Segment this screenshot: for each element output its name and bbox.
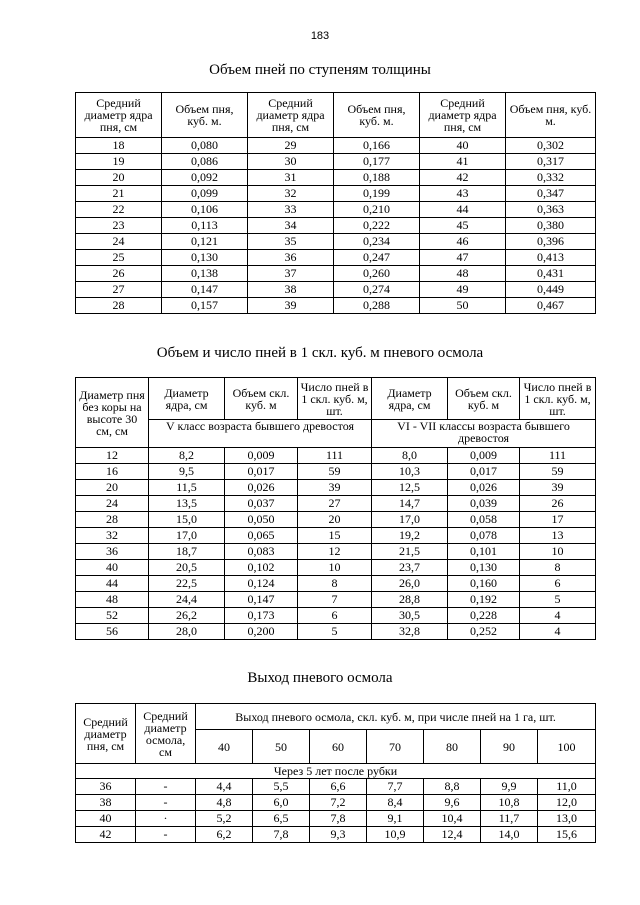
table-cell: 6,6 bbox=[310, 779, 367, 795]
table-cell: 25 bbox=[76, 250, 162, 266]
table2-row bbox=[76, 464, 596, 480]
table-cell: 10,8 bbox=[481, 795, 538, 811]
table-cell: 8,2 bbox=[149, 448, 225, 464]
table-cell: 7,8 bbox=[310, 811, 367, 827]
table-cell: 7,2 bbox=[310, 795, 367, 811]
table-cell: 48 bbox=[76, 592, 149, 608]
table-cell: 43 bbox=[420, 186, 506, 202]
table-cell: 8 bbox=[298, 576, 372, 592]
table3-row bbox=[76, 779, 596, 795]
table-cell: 0,173 bbox=[225, 608, 298, 624]
table-cell: 10,9 bbox=[367, 827, 424, 843]
table2-header-row bbox=[76, 378, 596, 420]
table3-row bbox=[76, 827, 596, 843]
table-cell: 0,017 bbox=[225, 464, 298, 480]
table-cell: 0,017 bbox=[448, 464, 520, 480]
table3-subheader-row bbox=[76, 764, 596, 779]
table-cell: 15 bbox=[298, 528, 372, 544]
table-cell: 6 bbox=[520, 576, 596, 592]
table-cell: 56 bbox=[76, 624, 149, 640]
table-cell: 7,7 bbox=[367, 779, 424, 795]
table1-body bbox=[76, 138, 596, 314]
table-cell: 48 bbox=[420, 266, 506, 282]
table-cell: 0,130 bbox=[162, 250, 248, 266]
table-cell: 15,6 bbox=[538, 827, 596, 843]
table-cell: 10 bbox=[298, 560, 372, 576]
table1-header-row bbox=[76, 93, 596, 138]
table2-header: Объем скл. куб. м bbox=[448, 378, 520, 420]
table-cell: 14,7 bbox=[372, 496, 448, 512]
table2-header: Диаметр ядра, см bbox=[149, 378, 225, 420]
table-cell: 20,5 bbox=[149, 560, 225, 576]
table-cell: 10,4 bbox=[424, 811, 481, 827]
table-cell: 0,058 bbox=[448, 512, 520, 528]
table3-header-resin-diameter: Средний диаметр осмола, см bbox=[136, 704, 196, 764]
table-cell: - bbox=[136, 779, 196, 795]
table-cell: 42 bbox=[76, 827, 136, 843]
table3-stump-count: 50 bbox=[253, 730, 310, 764]
table-cell: 38 bbox=[248, 282, 334, 298]
table1-header: Объем пня, куб. м. bbox=[334, 93, 420, 138]
table-cell: 23,7 bbox=[372, 560, 448, 576]
table-cell: 26,2 bbox=[149, 608, 225, 624]
table2-row bbox=[76, 480, 596, 496]
table-cell: 0,260 bbox=[334, 266, 420, 282]
table2-row bbox=[76, 496, 596, 512]
table-cell: 36 bbox=[76, 544, 149, 560]
table1-row bbox=[76, 218, 596, 234]
table1-header: Средний диаметр ядра пня, см bbox=[76, 93, 162, 138]
table-cell: 0,288 bbox=[334, 298, 420, 314]
table3-stump-count: 100 bbox=[538, 730, 596, 764]
table-cell: 31 bbox=[248, 170, 334, 186]
table-cell: 11,0 bbox=[538, 779, 596, 795]
table-cell: · bbox=[136, 811, 196, 827]
table3-header-row bbox=[76, 704, 596, 730]
table-cell: 13,0 bbox=[538, 811, 596, 827]
table1-row bbox=[76, 202, 596, 218]
table-cell: 21 bbox=[76, 186, 162, 202]
table-cell: 0,138 bbox=[162, 266, 248, 282]
table2-header: Диаметр ядра, см bbox=[372, 378, 448, 420]
table3-stump-count: 60 bbox=[310, 730, 367, 764]
table-cell: 50 bbox=[420, 298, 506, 314]
table2-group-left: V класс возраста бывшего древостоя bbox=[149, 420, 372, 448]
table2-header: Число пней в 1 скл. куб. м, шт. bbox=[298, 378, 372, 420]
table-cell: 0,166 bbox=[334, 138, 420, 154]
table-cell: 59 bbox=[520, 464, 596, 480]
table1-title: Объем пней по ступеням толщины bbox=[209, 62, 431, 78]
table-cell: 41 bbox=[420, 154, 506, 170]
table-cell: 22,5 bbox=[149, 576, 225, 592]
table-cell: 12,4 bbox=[424, 827, 481, 843]
table-cell: 0,037 bbox=[225, 496, 298, 512]
table-cell: 0,157 bbox=[162, 298, 248, 314]
resin-yield-table bbox=[75, 703, 596, 843]
table2-row bbox=[76, 608, 596, 624]
table3-header-group: Выход пневого осмола, скл. куб. м, при числе пней на 1 га, шт. bbox=[196, 704, 596, 730]
table-cell: 44 bbox=[420, 202, 506, 218]
table-cell: 0,101 bbox=[448, 544, 520, 560]
table-cell: 30,5 bbox=[372, 608, 448, 624]
table-cell: 8,0 bbox=[372, 448, 448, 464]
table-cell: 26,0 bbox=[372, 576, 448, 592]
stump-count-table bbox=[75, 377, 596, 640]
table3-title: Выход пневого осмола bbox=[247, 670, 393, 686]
table-cell: 0,124 bbox=[225, 576, 298, 592]
table-cell: 47 bbox=[420, 250, 506, 266]
table-cell: 36 bbox=[248, 250, 334, 266]
table1-row bbox=[76, 170, 596, 186]
table-cell: 0,302 bbox=[506, 138, 596, 154]
table3-row bbox=[76, 811, 596, 827]
table-cell: 0,083 bbox=[225, 544, 298, 560]
table2-row bbox=[76, 624, 596, 640]
table-cell: 0,317 bbox=[506, 154, 596, 170]
table-cell: 13 bbox=[520, 528, 596, 544]
table-cell: 8,4 bbox=[367, 795, 424, 811]
table1-row bbox=[76, 282, 596, 298]
table-cell: 0,009 bbox=[448, 448, 520, 464]
table-cell: 0,363 bbox=[506, 202, 596, 218]
table2-row bbox=[76, 576, 596, 592]
table-cell: 0,099 bbox=[162, 186, 248, 202]
table-cell: 10 bbox=[520, 544, 596, 560]
table-cell: 0,121 bbox=[162, 234, 248, 250]
table2-row bbox=[76, 512, 596, 528]
table-cell: 21,5 bbox=[372, 544, 448, 560]
table3-subheader: Через 5 лет после рубки bbox=[76, 764, 596, 779]
table-cell: 5,5 bbox=[253, 779, 310, 795]
table-cell: 0,252 bbox=[448, 624, 520, 640]
table3-stump-count: 90 bbox=[481, 730, 538, 764]
table-cell: 24 bbox=[76, 234, 162, 250]
table-cell: 44 bbox=[76, 576, 149, 592]
table-cell: 26 bbox=[76, 266, 162, 282]
table-cell: 0,234 bbox=[334, 234, 420, 250]
table-cell: 36 bbox=[76, 779, 136, 795]
table2-header: Объем скл. куб. м bbox=[225, 378, 298, 420]
table-cell: 111 bbox=[520, 448, 596, 464]
table-cell: 20 bbox=[76, 480, 149, 496]
table-cell: 0,130 bbox=[448, 560, 520, 576]
table-cell: 22 bbox=[76, 202, 162, 218]
table-cell: 0,147 bbox=[225, 592, 298, 608]
table-cell: - bbox=[136, 795, 196, 811]
table-cell: 5 bbox=[520, 592, 596, 608]
table2-group-right: VI - VII классы возраста бывшего древостоя bbox=[372, 420, 596, 448]
table-cell: 4 bbox=[520, 608, 596, 624]
table1-row bbox=[76, 186, 596, 202]
table1-row bbox=[76, 266, 596, 282]
table-cell: 27 bbox=[76, 282, 162, 298]
table1-header: Средний диаметр ядра пня, см bbox=[248, 93, 334, 138]
table-cell: 0,467 bbox=[506, 298, 596, 314]
table-cell: 0,332 bbox=[506, 170, 596, 186]
table-cell: 0,080 bbox=[162, 138, 248, 154]
table-cell: 0,078 bbox=[448, 528, 520, 544]
table1-row bbox=[76, 298, 596, 314]
table-cell: 40 bbox=[420, 138, 506, 154]
table-cell: 39 bbox=[520, 480, 596, 496]
table1-row bbox=[76, 250, 596, 266]
table2-header-diameter: Диаметр пня без коры на высоте 30 см, см bbox=[76, 378, 149, 448]
table3-header-stump-diameter: Средний диаметр пня, см bbox=[76, 704, 136, 764]
table-cell: 9,9 bbox=[481, 779, 538, 795]
table-cell: 52 bbox=[76, 608, 149, 624]
table3-stump-count: 70 bbox=[367, 730, 424, 764]
table-cell: 0,050 bbox=[225, 512, 298, 528]
table-cell: 9,3 bbox=[310, 827, 367, 843]
table-cell: 59 bbox=[298, 464, 372, 480]
table-cell: 28 bbox=[76, 512, 149, 528]
table-cell: 12 bbox=[76, 448, 149, 464]
table3-row bbox=[76, 795, 596, 811]
table-cell: 4,4 bbox=[196, 779, 253, 795]
table-cell: 0,106 bbox=[162, 202, 248, 218]
table-cell: 37 bbox=[248, 266, 334, 282]
table1-header: Объем пня, куб. м. bbox=[506, 93, 596, 138]
table-cell: 6 bbox=[298, 608, 372, 624]
table-cell: 18,7 bbox=[149, 544, 225, 560]
table-cell: 29 bbox=[248, 138, 334, 154]
table-cell: 18 bbox=[76, 138, 162, 154]
table2-row bbox=[76, 528, 596, 544]
table-cell: 40 bbox=[76, 811, 136, 827]
table-cell: 30 bbox=[248, 154, 334, 170]
table-cell: 12,0 bbox=[538, 795, 596, 811]
table-cell: 20 bbox=[76, 170, 162, 186]
table3-stump-count: 80 bbox=[424, 730, 481, 764]
table-cell: 32 bbox=[248, 186, 334, 202]
table-cell: 24,4 bbox=[149, 592, 225, 608]
table-cell: 0,222 bbox=[334, 218, 420, 234]
table-cell: - bbox=[136, 827, 196, 843]
table-cell: 0,247 bbox=[334, 250, 420, 266]
stump-volume-table bbox=[75, 92, 596, 314]
table-cell: 28 bbox=[76, 298, 162, 314]
table-cell: 9,6 bbox=[424, 795, 481, 811]
table-cell: 0,449 bbox=[506, 282, 596, 298]
table-cell: 0,200 bbox=[225, 624, 298, 640]
table-cell: 11,5 bbox=[149, 480, 225, 496]
table-cell: 9,1 bbox=[367, 811, 424, 827]
table-cell: 12,5 bbox=[372, 480, 448, 496]
table-cell: 34 bbox=[248, 218, 334, 234]
table-cell: 0,274 bbox=[334, 282, 420, 298]
table-cell: 8 bbox=[520, 560, 596, 576]
table1-row bbox=[76, 234, 596, 250]
table-cell: 7,8 bbox=[253, 827, 310, 843]
table-cell: 28,0 bbox=[149, 624, 225, 640]
table-cell: 8,8 bbox=[424, 779, 481, 795]
table-cell: 19 bbox=[76, 154, 162, 170]
table-cell: 6,0 bbox=[253, 795, 310, 811]
table2-group-row bbox=[76, 420, 596, 448]
table-cell: 0,026 bbox=[448, 480, 520, 496]
table2-title: Объем и число пней в 1 скл. куб. м пневого осмола bbox=[156, 345, 484, 361]
table1-row bbox=[76, 154, 596, 170]
table-cell: 7 bbox=[298, 592, 372, 608]
table-cell: 0,347 bbox=[506, 186, 596, 202]
table2-row bbox=[76, 592, 596, 608]
table-cell: 35 bbox=[248, 234, 334, 250]
table-cell: 32,8 bbox=[372, 624, 448, 640]
table-cell: 49 bbox=[420, 282, 506, 298]
table-cell: 17 bbox=[520, 512, 596, 528]
table-cell: 0,086 bbox=[162, 154, 248, 170]
table2-row bbox=[76, 448, 596, 464]
table-cell: 45 bbox=[420, 218, 506, 234]
table-cell: 0,380 bbox=[506, 218, 596, 234]
table3-body bbox=[76, 764, 596, 843]
table-cell: 0,192 bbox=[448, 592, 520, 608]
table-cell: 24 bbox=[76, 496, 149, 512]
table-cell: 16 bbox=[76, 464, 149, 480]
table-cell: 5 bbox=[298, 624, 372, 640]
table-cell: 0,092 bbox=[162, 170, 248, 186]
table2-body bbox=[76, 448, 596, 640]
table-cell: 0,199 bbox=[334, 186, 420, 202]
table-cell: 11,7 bbox=[481, 811, 538, 827]
table1-row bbox=[76, 138, 596, 154]
table-cell: 111 bbox=[298, 448, 372, 464]
table2-row bbox=[76, 560, 596, 576]
page-number: 183 bbox=[310, 30, 330, 42]
table-cell: 14,0 bbox=[481, 827, 538, 843]
table-cell: 0,396 bbox=[506, 234, 596, 250]
table-cell: 40 bbox=[76, 560, 149, 576]
table-cell: 6,2 bbox=[196, 827, 253, 843]
table-cell: 0,147 bbox=[162, 282, 248, 298]
table2-header: Число пней в 1 скл. куб. м, шт. bbox=[520, 378, 596, 420]
table-cell: 23 bbox=[76, 218, 162, 234]
table-cell: 19,2 bbox=[372, 528, 448, 544]
table-cell: 0,102 bbox=[225, 560, 298, 576]
table-cell: 4,8 bbox=[196, 795, 253, 811]
table-cell: 26 bbox=[520, 496, 596, 512]
table-cell: 6,5 bbox=[253, 811, 310, 827]
table-cell: 0,177 bbox=[334, 154, 420, 170]
table1-header: Средний диаметр ядра пня, см bbox=[420, 93, 506, 138]
table2-row bbox=[76, 544, 596, 560]
table3-stump-count: 40 bbox=[196, 730, 253, 764]
table-cell: 4 bbox=[520, 624, 596, 640]
table-cell: 10,3 bbox=[372, 464, 448, 480]
table1-header: Объем пня, куб. м. bbox=[162, 93, 248, 138]
table-cell: 0,413 bbox=[506, 250, 596, 266]
table-cell: 9,5 bbox=[149, 464, 225, 480]
table-cell: 0,039 bbox=[448, 496, 520, 512]
table-cell: 27 bbox=[298, 496, 372, 512]
table-cell: 0,431 bbox=[506, 266, 596, 282]
table-cell: 0,026 bbox=[225, 480, 298, 496]
table-cell: 17,0 bbox=[149, 528, 225, 544]
table-cell: 39 bbox=[298, 480, 372, 496]
table-cell: 15,0 bbox=[149, 512, 225, 528]
table-cell: 0,065 bbox=[225, 528, 298, 544]
table-cell: 0,113 bbox=[162, 218, 248, 234]
table-cell: 0,228 bbox=[448, 608, 520, 624]
table-cell: 17,0 bbox=[372, 512, 448, 528]
table-cell: 46 bbox=[420, 234, 506, 250]
table-cell: 0,160 bbox=[448, 576, 520, 592]
table-cell: 42 bbox=[420, 170, 506, 186]
table-cell: 0,009 bbox=[225, 448, 298, 464]
table-cell: 0,188 bbox=[334, 170, 420, 186]
table-cell: 33 bbox=[248, 202, 334, 218]
table-cell: 38 bbox=[76, 795, 136, 811]
table-cell: 0,210 bbox=[334, 202, 420, 218]
table-cell: 39 bbox=[248, 298, 334, 314]
table-cell: 12 bbox=[298, 544, 372, 560]
table-cell: 13,5 bbox=[149, 496, 225, 512]
table-cell: 32 bbox=[76, 528, 149, 544]
table-cell: 20 bbox=[298, 512, 372, 528]
table-cell: 28,8 bbox=[372, 592, 448, 608]
table-cell: 5,2 bbox=[196, 811, 253, 827]
